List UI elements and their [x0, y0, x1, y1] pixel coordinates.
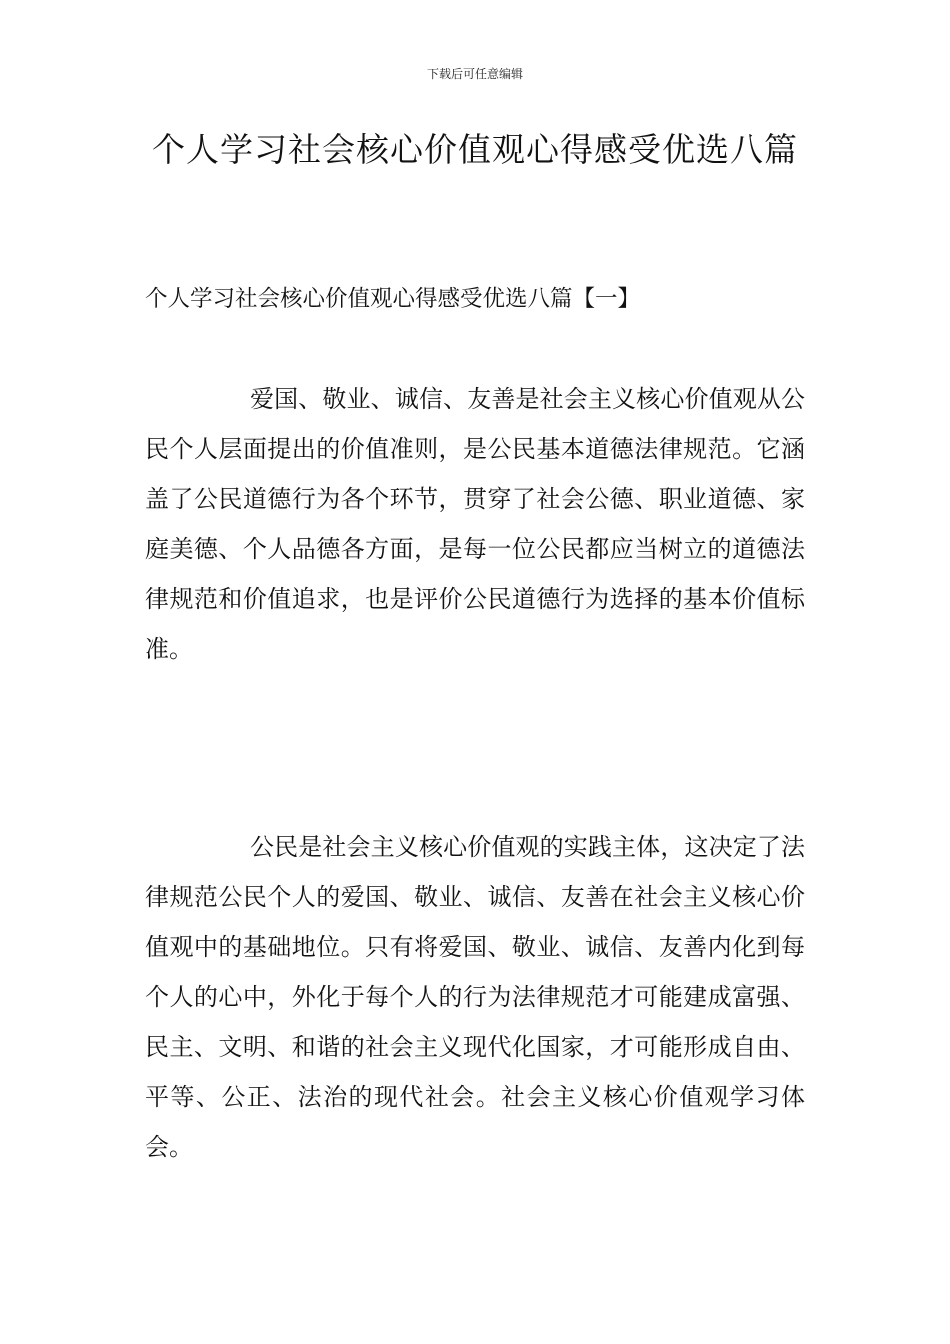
body-paragraph-2: 公民是社会主义核心价值观的实践主体，这决定了法律规范公民个人的爱国、敬业、诚信、友善在社会主义核心价值观中的基础地位。只有将爱国、敬业、诚信、友善内化到每个人的心中，外化于每个人的行为法律规范才可能建成富强、民主、文明、和谐的社会主义现代化国家，才可能形成自由、平等、公正、法治的现代社会。社会主义核心价值观学习体会。: [145, 833, 805, 1161]
header-note: 下载后可任意编辑: [426, 67, 523, 81]
document-title: 个人学习社会核心价值观心得感受优选八篇: [152, 130, 798, 169]
body-paragraph-1: 爱国、敬业、诚信、友善是社会主义核心价值观从公民个人层面提出的价值准则，是公民基本道德法律规范。它涵盖了公民道德行为各个环节，贯穿了社会公德、职业道德、家庭美德、个人品德各方面，是每一位公民都应当树立的道德法律规范和价值追求，也是评价公民道德行为选择的基本价值标准。: [145, 385, 805, 663]
section-heading: 个人学习社会核心价值观心得感受优选八篇【一】: [145, 286, 641, 312]
